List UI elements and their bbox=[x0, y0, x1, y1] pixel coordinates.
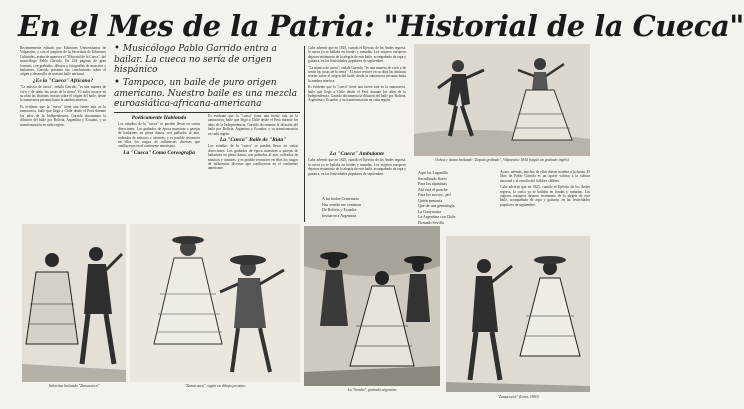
caption-fig-4: "Zamacueca" (Lima, 1850) bbox=[497, 395, 539, 399]
text-column-4b bbox=[308, 150, 406, 192]
caption-fig-2: "Zamacueca", según un dibujo peruano bbox=[184, 384, 246, 388]
section-heading-poeticamente: Poéticamente Hablando bbox=[131, 115, 187, 121]
headline: En el Mes de la Patria: "Historial de la Cueca" bbox=[18, 9, 744, 43]
engraving-figure-2 bbox=[130, 224, 300, 382]
body-paragraph: "La música de cueca", señala Garrido, "es una manera de vivir y de sentir las cosas de la tierra". El autor recorre en su obra las distintas teorías sobre el origen del baile, desde la zamacueca peruana hasta la zambra morisca. bbox=[20, 85, 106, 103]
list-item: Firmado Sevilla bbox=[418, 219, 444, 225]
body-paragraph: Es evidente que la "cueca" tiene una fuerte raíz en la zamacueca, baile que llegó a Chile desde el Perú durante los años de la Independencia. Garrido documenta la difusión del baile por Bolivia, Argentina y Ecuador, y su transformación en cada región. bbox=[308, 85, 406, 103]
caption-fig-3: La "Samba", grabado argentino bbox=[347, 388, 397, 392]
body-paragraph: Cabe advertir que en 1825, cuando el Ejército de los Andes regresa, la cueca ya se bailaba en fondas y ramadas. Los viajeros europeos dejaron testimonio de la alegría de este baile, acompañado de arpa y guitarra, en las festividades populares de septiembre. bbox=[308, 46, 406, 64]
body-paragraph: "La música de cueca", señala Garrido, "es una manera de vivir y de sentir las cosas de la tierra". El autor recorre en su obra las distintas teorías sobre el origen del baile, desde la zamacueca peruana hasta la zambra morisca. bbox=[308, 65, 406, 83]
section-heading-ambulante: La "Cueca" Ambulante bbox=[329, 151, 385, 157]
body-paragraph: Cabe advertir que en 1825, cuando el Ejército de los Andes regresa, la cueca ya se bailaba en fondas y ramadas. Los viajeros europeos dejaron testimonio de la alegría de este baile, acompañado de arpa y guitarra, en las festividades populares de septiembre. bbox=[308, 158, 406, 176]
list-item: Ahí está el ponche bbox=[418, 186, 448, 192]
body-paragraph: Recientemente editado por Ediciones Universitarias de Valparaíso, y con el auspicio de la Secretaría de Ediciones Culturales, acaba de aparecer el "Historial de la Cueca", del musicólogo Pablo Garrido. En 224 páginas de gran formato, con grabados, dibujos y fotografías de maestros y bailarines, Garrido presenta sus conclusiones sobre el origen y desarrollo de nuestro baile nacional. bbox=[20, 46, 106, 77]
section-heading-ruta: La "Cueca" Baile de "Ruta" bbox=[219, 137, 287, 144]
list-item: Que de una genealogía bbox=[418, 203, 455, 208]
list-item: Invitaron a Argentina bbox=[322, 212, 357, 218]
body-paragraph: Los estudios de la "cueca" se pueden llevar en varias direcciones. Los grabados de época muestran a parejas de bailarines en plena danza, con pañuelos al aire, rodeados de músicos y cantores, y es posible reconocer en ellos los rasgos de influencias diversas que confluyeron en el continente americano. bbox=[208, 144, 298, 171]
text-column-5 bbox=[500, 170, 590, 232]
list-item: A las bodas Centenario bbox=[322, 196, 359, 201]
caption-top-right: Ochoa y danza bailando "Zapata grabado", Valparaíso 1844 (según un grabado inglés) bbox=[435, 158, 569, 162]
engraving-top-right bbox=[414, 44, 590, 156]
list-item: Para los novios, ¡ah! bbox=[418, 192, 451, 197]
list-item: Has venido me contaron bbox=[322, 201, 361, 207]
body-paragraph: Acaso, además, muchos de ellos dieron nombre a la danza. El libro de Pablo Garrido es un aporte valioso a la cultura nacional y al estudio del folklore chileno. bbox=[500, 170, 590, 183]
list-item: De Bolivia y Ecuador bbox=[322, 207, 357, 212]
body-paragraph: Es evidente que la "cueca" tiene una fuerte raíz en la zamacueca, baile que llegó a Chile desde el Perú durante los años de la Independencia. Garrido documenta la difusión del baile por Bolivia, Argentina y Ecuador, y su transformación en cada región. bbox=[208, 114, 298, 136]
caption-fig-1: Señoritas bailando "Zamacueca" bbox=[48, 384, 100, 388]
text-column-1 bbox=[20, 46, 106, 196]
engraving-figure-4 bbox=[446, 236, 590, 392]
verse-list-small bbox=[322, 196, 402, 218]
body-paragraph: Cabe advertir que en 1825, cuando el Ejército de los Andes regresa, la cueca ya se bailaba en fondas y ramadas. Los viajeros europeos dejaron testimonio de la alegría de este baile, acompañado de arpa y guitarra, en las festividades populares de septiembre. bbox=[500, 185, 590, 207]
list-item: La Guayacana bbox=[418, 208, 441, 214]
deck-item-1: • Musicólogo Pablo Garrido entra a bailar. La cueca no sería de origen hispánico bbox=[114, 43, 277, 75]
engraving-figure-1 bbox=[22, 224, 126, 382]
divider bbox=[114, 112, 300, 113]
list-item: Para los alpinistas bbox=[418, 181, 447, 186]
section-heading-coreografia: La "Cueca" Como Coreografía bbox=[123, 149, 195, 156]
deck-item-2: • Tampoco, un baile de puro origen americano. Nuestro baile es una mezcla euroasiática-africana-americana bbox=[114, 77, 297, 109]
body-paragraph: Es evidente que la "cueca" tiene una fuerte raíz en la zamacueca, baile que llegó a Chile desde el Perú durante los años de la Independencia. Garrido documenta la difusión del baile por Bolivia, Argentina y Ecuador, y su transformación en cada región. bbox=[20, 104, 106, 127]
verse-list bbox=[418, 170, 496, 225]
text-column-3 bbox=[208, 114, 298, 218]
text-column-2 bbox=[118, 114, 200, 218]
section-heading-africano: ¿Es la "Cueca" Africano? bbox=[32, 77, 94, 84]
body-paragraph: Los estudios de la "cueca" se pueden llevar en varias direcciones. Los grabados de época muestran a parejas de bailarines en plena danza, con pañuelos al aire, rodeados de músicos y cantores, y es posible reconocer en ellos los rasgos de influencias diversas que confluyeron en el continente americano. bbox=[118, 122, 200, 149]
list-item: Sacudiendo flores bbox=[418, 175, 447, 181]
list-item: La Argentina con Chile bbox=[418, 214, 456, 219]
engraving-figure-3 bbox=[304, 226, 440, 386]
list-item: Quién pensaría bbox=[418, 197, 443, 203]
text-column-4 bbox=[308, 46, 406, 142]
list-item: Aquí las Lagunilla bbox=[418, 170, 448, 175]
column-divider bbox=[304, 46, 305, 222]
